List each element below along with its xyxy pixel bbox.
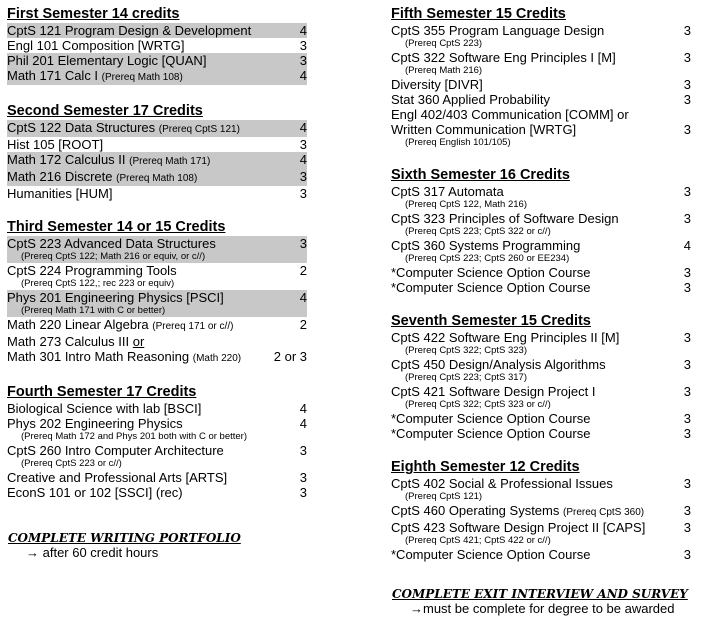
exit-interview [392,587,688,617]
course-name: Math 301 Intro Math Reasoning [7,349,190,364]
course-cell [7,186,300,201]
course-cell [7,38,300,53]
course-note: (Prereq CptS 223; CptS 322 or c//) [405,226,551,237]
course-cell [391,211,684,226]
course-name: EconS 101 or 102 [SSCI] (rec) [7,485,183,500]
course-prereq: (Prereq 171 or c//) [152,321,234,332]
course-credits: 4 [299,416,307,431]
course-credits: 4 [299,290,307,305]
course-name: CptS 224 Programming Tools [7,263,177,278]
course-note: (Prereq Math 172 and Phys 201 both with C or better) [21,431,248,442]
course-cell [391,357,684,372]
course-name: Phys 201 Engineering Physics [PSCI] [7,290,224,305]
course-credits: 3 [683,503,691,518]
course-name: CptS 121 Program Design & Development [7,23,252,38]
course-name: CptS 360 Systems Programming [391,238,581,253]
course-credits: 3 [683,211,691,226]
writing-portfolio-heading: COMPLETE WRITING PORTFOLIO [8,531,241,545]
course-row [391,238,691,253]
course-row [7,485,307,500]
course-row [391,50,691,65]
course-credits: 2 [299,317,307,332]
course-credits: 3 [299,470,307,485]
course-row [391,280,691,295]
course-prereq: (Prereq Math 108) [101,72,183,83]
course-credits: 3 [683,330,691,345]
course-row [391,23,691,38]
course-note: (Prereq CptS 421; CptS 422 or c//) [405,535,551,546]
course-note: (Prereq CptS 223 or c//) [21,458,122,469]
course-cell [391,520,684,535]
course-cell [7,290,300,305]
course-row [391,265,691,280]
writing-portfolio [8,531,241,561]
course-row [7,120,307,137]
course-row [391,92,691,107]
course-credits: 3 [683,280,691,295]
course-credits: 3 [683,77,691,92]
course-name: Math 171 Calc I [7,68,99,83]
course-note: (Prereq CptS 223; CptS 260 or EE234) [405,253,570,264]
course-note: (Prereq CptS 121) [405,491,483,502]
course-credits: 3 [299,186,307,201]
course-credits: 3 [683,547,691,562]
course-name: CptS 402 Social & Professional Issues [391,476,613,491]
course-cell [7,152,300,169]
course-prereq: (Prereq CptS 360) [562,507,645,518]
course-row [7,334,307,349]
course-row [391,411,691,426]
course-credits: 3 [683,426,691,441]
course-credits: 4 [299,152,307,167]
course-name: Phil 201 Elementary Logic [QUAN] [7,53,207,68]
course-name: *Computer Science Option Course [391,547,591,562]
course-name: CptS 323 Principles of Software Design [391,211,619,226]
course-credits: 2 [299,263,307,278]
course-note: (Prereq CptS 223; CptS 317) [405,372,527,383]
semester-title: Seventh Semester 15 Credits [391,313,591,329]
course-name: Hist 105 [ROOT] [7,137,104,152]
course-cell [7,349,274,366]
course-name: Math 273 Calculus III [7,334,130,349]
course-note: (Prereq CptS 122, Math 216) [405,199,527,210]
semester-title: Sixth Semester 16 Credits [391,167,570,183]
course-prereq: (Math 220) [192,353,242,364]
course-name: CptS 322 Software Eng Principles I [M] [391,50,616,65]
course-credits: 4 [299,23,307,38]
course-note: (Prereq English 101/105) [405,137,511,148]
course-cell [391,503,684,520]
course-cell [391,280,684,295]
course-row [7,263,307,278]
course-cell [7,485,300,500]
course-name: CptS 122 Data Structures [7,120,156,135]
course-name: Engl 101 Composition [WRTG] [7,38,185,53]
exit-interview-detail: →must be complete for degree to be awarded [410,601,675,616]
course-row [391,122,691,137]
course-credits: 3 [683,92,691,107]
course-credits: 3 [683,184,691,199]
course-row [391,547,691,562]
course-name: *Computer Science Option Course [391,411,591,426]
course-name: CptS 260 Intro Computer Architecture [7,443,224,458]
course-name: CptS 450 Design/Analysis Algorithms [391,357,606,372]
course-credits: 3 [683,357,691,372]
course-name: CptS 422 Software Eng Principles II [M] [391,330,620,345]
course-row [391,357,691,372]
semester-block [7,384,307,500]
course-name: Biological Science with lab [BSCI] [7,401,202,416]
course-credits: 4 [299,68,307,83]
semester-title: Third Semester 14 or 15 Credits [7,219,226,235]
course-or: or [132,334,145,349]
course-name: Math 216 Discrete [7,169,113,184]
course-row [391,107,691,122]
course-cell [391,107,691,122]
semester-title: Fifth Semester 15 Credits [391,6,566,22]
course-name: Engl 402/403 Communication [COMM] or [391,107,629,122]
course-cell [391,23,684,38]
semester-block [391,313,691,441]
course-note: (Prereq CptS 322; CptS 323 or c//) [405,399,551,410]
course-credits: 3 [299,236,307,251]
course-row [391,384,691,399]
course-note: (Prereq Math 171 with C or better) [7,305,307,317]
course-row [7,53,307,68]
course-row [391,330,691,345]
course-cell [391,122,684,137]
exit-interview-heading: COMPLETE EXIT INTERVIEW AND SURVEY [392,587,688,601]
course-name: Phys 202 Engineering Physics [7,416,183,431]
semester-title: Fourth Semester 17 Credits [7,384,197,400]
course-row [7,38,307,53]
course-row [7,137,307,152]
course-cell [7,23,300,38]
semester-title: First Semester 14 credits [7,6,180,22]
course-row [7,317,307,334]
course-row [391,184,691,199]
course-row [7,152,307,169]
course-cell [7,443,300,458]
course-credits: 4 [299,401,307,416]
course-credits: 4 [299,120,307,135]
course-row [7,23,307,38]
course-cell [391,411,684,426]
course-cell [7,334,307,349]
writing-portfolio-detail: → after 60 credit hours [26,545,159,560]
course-row [7,349,307,366]
course-cell [7,68,300,85]
course-credits: 4 [683,238,691,253]
course-name: CptS 223 Advanced Data Structures [7,236,216,251]
course-credits: 3 [299,53,307,68]
course-name: *Computer Science Option Course [391,426,591,441]
course-cell [7,236,300,251]
course-cell [391,77,684,92]
course-cell [391,184,684,199]
course-row [7,186,307,201]
course-name: CptS 423 Software Design Project II [CAPS] [391,520,646,535]
course-name: Stat 360 Applied Probability [391,92,550,107]
course-cell [7,120,300,137]
course-cell [7,470,300,485]
course-credits: 2 or 3 [273,349,307,364]
course-credits: 3 [299,443,307,458]
course-name: *Computer Science Option Course [391,280,591,295]
course-row [391,426,691,441]
course-row [7,470,307,485]
right-column [391,6,691,580]
course-name: CptS 355 Program Language Design [391,23,605,38]
course-name: CptS 421 Software Design Project I [391,384,596,399]
course-prereq: (Prereq Math 171) [129,156,211,167]
course-cell [391,547,684,562]
course-row [7,68,307,85]
course-prereq: (Prereq Math 108) [116,173,198,184]
course-cell [391,50,684,65]
course-name: Diversity [DIVR] [391,77,483,92]
course-cell [391,476,684,491]
course-credits: 3 [683,265,691,280]
course-row [391,520,691,535]
course-row [7,236,307,251]
course-cell [391,92,684,107]
course-row [7,290,307,305]
course-row [391,211,691,226]
course-credits: 3 [683,384,691,399]
course-cell [7,401,300,416]
course-note: (Prereq CptS 223) [405,38,483,49]
course-name: CptS 317 Automata [391,184,504,199]
course-name: Creative and Professional Arts [ARTS] [7,470,228,485]
course-prereq: (Prereq CptS 121) [158,124,240,135]
course-cell [391,265,684,280]
course-note: (Prereq CptS 322; CptS 323) [405,345,527,356]
course-row [7,401,307,416]
course-credits: 3 [683,411,691,426]
course-cell [7,169,300,186]
course-cell [391,384,684,399]
course-cell [7,317,300,334]
course-credits: 3 [299,137,307,152]
semester-block [391,167,691,295]
course-credits: 3 [683,50,691,65]
course-cell [391,330,684,345]
course-name: Math 172 Calculus II [7,152,126,167]
course-name: Written Communication [WRTG] [391,122,577,137]
semester-block [7,103,307,201]
course-row [7,443,307,458]
course-credits: 3 [299,485,307,500]
semester-block [7,6,307,85]
semester-block [391,459,691,562]
course-row [7,169,307,186]
course-cell [391,238,684,253]
course-cell [7,137,300,152]
semester-title: Eighth Semester 12 Credits [391,459,580,475]
course-row [391,77,691,92]
course-cell [7,53,300,68]
course-credits: 3 [683,122,691,137]
course-note: (Prereq CptS 122; Math 216 or equiv, or c//) [7,251,307,263]
course-cell [391,426,684,441]
left-column [7,6,307,518]
course-note: (Prereq CptS 122,; rec 223 or equiv) [21,278,175,289]
course-credits: 3 [683,476,691,491]
course-name: Math 220 Linear Algebra [7,317,149,332]
course-name: Humanities [HUM] [7,186,113,201]
course-note: (Prereq Math 216) [405,65,483,76]
course-name: CptS 460 Operating Systems [391,503,560,518]
course-row [7,416,307,431]
course-credits: 3 [299,169,307,184]
course-row [391,503,691,520]
semester-title: Second Semester 17 Credits [7,103,203,119]
semester-block [391,6,691,149]
course-name: *Computer Science Option Course [391,265,591,280]
course-cell [7,263,300,278]
course-credits: 3 [299,38,307,53]
semester-block [7,219,307,366]
course-credits: 3 [683,23,691,38]
course-credits: 3 [683,520,691,535]
course-row [391,476,691,491]
course-cell [7,416,300,431]
